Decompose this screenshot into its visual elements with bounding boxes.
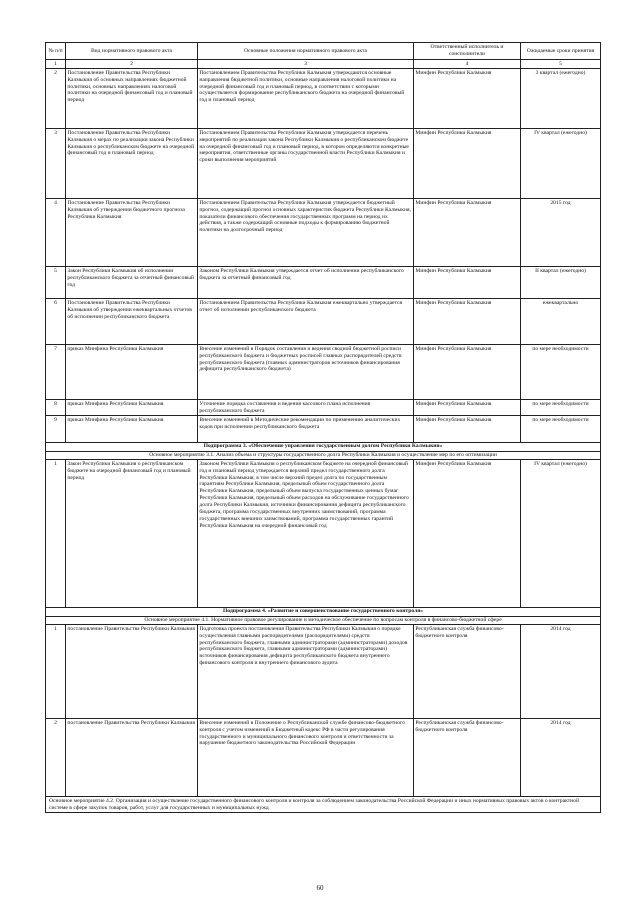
column-number: 3 <box>198 60 414 69</box>
executor: Минфин Республики Калмыкия <box>414 400 521 416</box>
activity-4-2-title: Основное мероприятие 4.2. Организация и осуществление государственного финансового контроля и контроля за соблюдением законодательства Российской Федерации и иных нормативных правовых актов о контрактной системе в сфере закупок товаров, работ, услуг для государственных и муниципальных нужд <box>46 797 601 813</box>
act-provisions: Законом Республики Калмыкия о республиканском бюджете на очередной финансовый год и плановый период утверждается верхний предел государственного долга Республики Калмыкия, в том числе верхний предел долга по государственным гарантиям Республики Калмыкия, предельный объем государственного долга Республики Калмыкия, предельный объем выпуска государственных ценных бумаг Республики Калмыкия, предельный объем расходов на обслуживание государственного долга Республики Калмыкия, источники финансирования дефицита республиканского бюджета, программа государственных внутренних заимствований, программа государственных внешних заимствований, программа государственных гарантий Республики Калмыкия на очередной финансовый год <box>198 460 414 608</box>
row-number: 2 <box>46 69 66 129</box>
deadline: 2014 год <box>521 719 601 797</box>
column-number: 5 <box>521 60 601 69</box>
table-row <box>46 199 601 267</box>
row-number: 2 <box>46 719 66 797</box>
subprogram-3-block <box>46 443 601 460</box>
executor: Республиканская служба финансово-бюджетного контроля <box>414 719 521 797</box>
deadline: 3 квартал (ежегодно) <box>521 69 601 129</box>
executor: Республиканская служба финансово-бюджетного контроля <box>414 625 521 719</box>
row-number: 7 <box>46 345 66 400</box>
header-deadline: Ожидаемые сроки принятия <box>521 43 601 60</box>
act-provisions: Внесение изменений в Положение о Республиканской службе финансово-бюджетного контроля с учетом изменений в Бюджетный кодекс РФ в части регулирования государственного и муниципального финансового контроля и ответственности за нарушение бюджетного законодательства Российской Федерации <box>198 719 414 797</box>
subprogram-4-title: Подпрограмма 4. «Развитие и совершенствование государственного контроля» <box>46 608 601 617</box>
act-type: Закон Республики Калмыкия об исполнении республиканского бюджета за отчетный финансовый год <box>66 267 198 299</box>
table-row <box>46 299 601 345</box>
act-type: Закон Республики Калмыкия о республиканском бюджете на очередной финансовый год и плановый период <box>66 460 198 608</box>
table-row <box>46 267 601 299</box>
executor: Минфин Республики Калмыкия <box>414 267 521 299</box>
rows-subprogram-4 <box>46 625 601 797</box>
legal-acts-table <box>45 42 601 813</box>
table-row <box>46 129 601 199</box>
act-provisions: Постановлением Правительства Республики Калмыкия утверждаются основные направления бюджетной политики, основные направления налоговой политики на очередной финансовый год и плановый период, в соответствии с которыми осуществляется формирование республиканского бюджета на очередной финансовый год и плановый период <box>198 69 414 129</box>
act-provisions: Постановлением Правительства Республики Калмыкия утверждается перечень мероприятий по реализации закона Республики Калмыкия о республиканском бюджете на очередной финансовый год и плановый период, в котором определяются конкретные мероприятия, ответственные органы государственной власти Республики Калмыкия и сроки выполнения мероприятий <box>198 129 414 199</box>
activity-4-1-title: Основное мероприятие 4.1. Нормативное правовое регулирование и методическое обеспечение по вопросам контроля в финансово-бюджетной сфере <box>46 616 601 625</box>
executor: Минфин Республики Калмыкия <box>414 129 521 199</box>
act-type: Постановление Правительства Республики Калмыкия о мерах по реализации закона Республики Калмыкия о республиканском бюджете на очередной финансовый год и плановый период <box>66 129 198 199</box>
act-type: постановление Правительства Республики Калмыкия <box>66 625 198 719</box>
row-number: 1 <box>46 460 66 608</box>
column-number: 1 <box>46 60 66 69</box>
row-number: 9 <box>46 416 66 443</box>
row-number: 3 <box>46 129 66 199</box>
table-row <box>46 719 601 797</box>
rows-subprogram-3 <box>46 460 601 608</box>
column-number: 4 <box>414 60 521 69</box>
row-number: 4 <box>46 199 66 267</box>
table-row <box>46 460 601 608</box>
executor: Минфин Республики Калмыкия <box>414 69 521 129</box>
executor: Минфин Республики Калмыкия <box>414 460 521 608</box>
act-provisions: Уточнение порядка составления и ведения кассового плана исполнения республиканского бюджета <box>198 400 414 416</box>
deadline: по мере необходимости <box>521 416 601 443</box>
act-provisions: Внесение изменений в Методические рекомендации по применению аналитических кодов при исполнении республиканского бюджета <box>198 416 414 443</box>
table-row <box>46 416 601 443</box>
act-type: Постановление Правительства Республики Калмыкия об утверждении бюджетного прогноза Республики Калмыкия <box>66 199 198 267</box>
header-number: № п/п <box>46 43 66 60</box>
executor: Минфин Республики Калмыкия <box>414 199 521 267</box>
table-row <box>46 345 601 400</box>
page-number: 60 <box>316 884 324 892</box>
column-number: 2 <box>66 60 198 69</box>
rows-subprogram-2 <box>46 69 601 443</box>
act-type: приказ Минфина Республики Калмыкия <box>66 400 198 416</box>
act-type: Постановление Правительства Республики Калмыкия об основных направлениях бюджетной политики, основных направлениях налоговой политики на очередной финансовый год и плановый период <box>66 69 198 129</box>
act-type: Постановление Правительства Республики Калмыкия об утверждении ежеквартальных отчетов об исполнении республиканского бюджета <box>66 299 198 345</box>
deadline: по мере необходимости <box>521 400 601 416</box>
executor: Минфин Республики Калмыкия <box>414 416 521 443</box>
deadline: IV квартал (ежегодно) <box>521 460 601 608</box>
deadline: IV квартал (ежегодно) <box>521 129 601 199</box>
row-number: 8 <box>46 400 66 416</box>
act-provisions: Законом Республики Калмыкия утверждается отчет об исполнении республиканского бюджета за отчетный финансовый год <box>198 267 414 299</box>
act-provisions: Постановлением Правительства Республики Калмыкия утверждается бюджетный прогноз, содержащий прогноз основных характеристик бюджета Республики Калмыкия, показатели финансового обеспечения государственных программ на период их действия, а также содержащий основные подходы к формированию бюджетной политики на долгосрочный период <box>198 199 414 267</box>
act-provisions: Внесение изменений в Порядок составления и ведения сводной бюджетной росписи республиканского бюджета и бюджетных росписей главных распорядителей средств республиканского бюджета (главных администраторов источников финансирования дефицита республиканского бюджета) <box>198 345 414 400</box>
deadline: II квартал (ежегодно) <box>521 267 601 299</box>
act-type: приказ Минфина Республики Калмыкия <box>66 345 198 400</box>
act-type: постановление Правительства Республики Калмыкия <box>66 719 198 797</box>
header-provisions: Основные положения нормативного правового акта <box>198 43 414 60</box>
subprogram-4-block <box>46 608 601 625</box>
table-row <box>46 400 601 416</box>
act-provisions: Подготовка проекта постановления Правительства Республики Калмыкия о порядке осуществления главными распорядителями (распорядителями) средств республиканского бюджета, главными администраторами (администраторами) доходов республиканского бюджета, главными администраторами (администраторами) источников финансирования дефицита республиканского бюджета внутреннего финансового контроля и внутреннего финансового аудита <box>198 625 414 719</box>
activity-3-1-title: Основное мероприятие 3.1. Анализ объема и структуры государственного долга Республики Калмыкия и осуществление мер по его оптимизации <box>46 451 601 460</box>
act-type: приказ Минфина Республики Калмыкия <box>66 416 198 443</box>
subprogram-3-title: Подпрограмма 3. «Обеспечение управления государственным долгом Республики Калмыкия» <box>46 443 601 452</box>
act-provisions: Постановлением Правительства Республики Калмыкия ежеквартально утверждается отчет об исполнении республиканского бюджета <box>198 299 414 345</box>
deadline: 2015 год <box>521 199 601 267</box>
table-row <box>46 69 601 129</box>
row-number: 6 <box>46 299 66 345</box>
header-act-type: Вид нормативного правового акта <box>66 43 198 60</box>
activity-4-2-block <box>46 797 601 813</box>
table-header-row <box>46 43 601 60</box>
row-number: 5 <box>46 267 66 299</box>
deadline: ежеквартально <box>521 299 601 345</box>
executor: Минфин Республики Калмыкия <box>414 299 521 345</box>
row-number: 1 <box>46 625 66 719</box>
executor: Минфин Республики Калмыкия <box>414 345 521 400</box>
header-executor: Ответственный исполнитель и соисполнители <box>414 43 521 60</box>
table-row <box>46 625 601 719</box>
deadline: по мере необходимости <box>521 345 601 400</box>
column-numbers-row <box>46 60 601 69</box>
deadline: 2014 год <box>521 625 601 719</box>
